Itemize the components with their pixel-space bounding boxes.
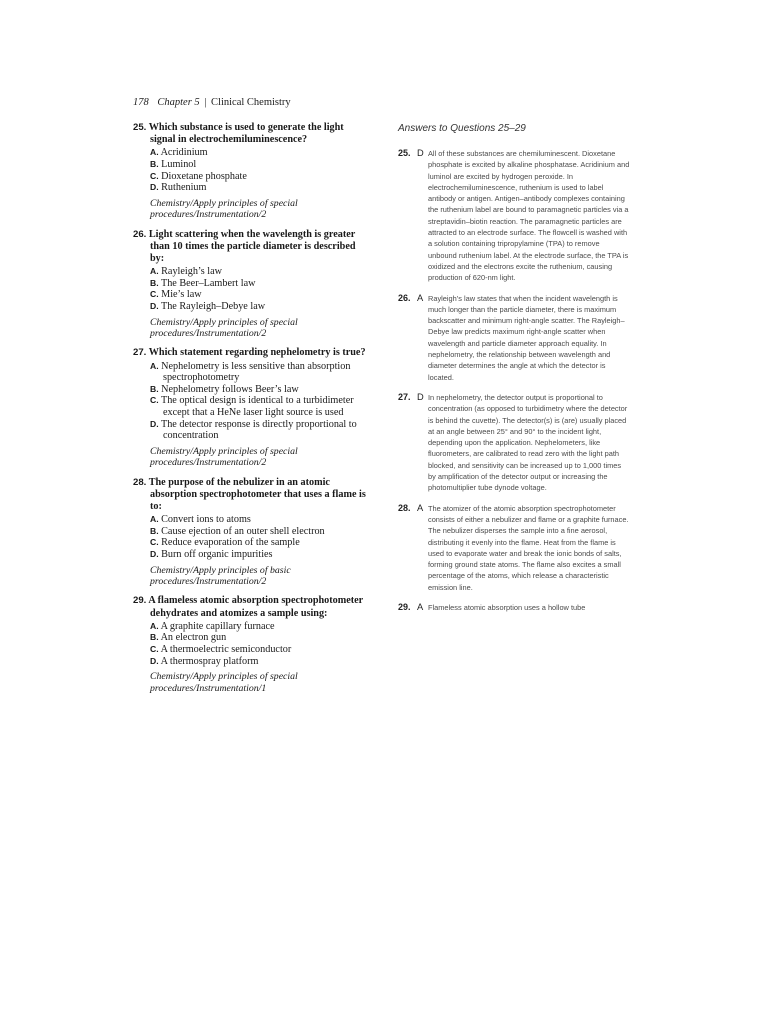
question-block [133,477,368,588]
option-letter: B. [150,277,159,288]
answer-option [133,171,368,183]
option-text: A graphite capillary furnace [160,620,275,632]
answer-options [133,514,368,560]
option-letter: A. [150,620,159,631]
question-category: Chemistry/Apply principles of special procedures/Instrumentation/1 [150,671,298,694]
question-stem [133,122,368,146]
answer-option [133,526,368,538]
option-letter: D. [150,548,159,559]
answer-key-letter: D [417,148,424,158]
answer-option [133,384,368,396]
chapter-label: Chapter 5 [157,97,200,108]
answer-number: 29. [398,601,411,612]
question-category: Chemistry/Apply principles of special procedures/Instrumentation/2 [150,197,298,221]
answer-key-letter: A [417,502,424,513]
answer-explanation: All of these substances are chemiluminescent. Dioxetane phosphate is excited by alkaline phosphatase. Acridinium and luminol are excited by hydrogen peroxide. In electrochemiluminescence, ruthenium is used to label antibody or antigen. Antigen–antibody complexes containing the ruthenium label are bound to paramagnetic particles via a streptavidin–biotin reaction. The paramagnetic particles are attracted to an electrode surface. The flowcell is washed with a solution containing tripropylamine (TPA) to remove unbound ruthenium label. At the electrode surface, the TPA is oxidized and the electrons excite the ruthenium, causing production of 620-nm light. [428,149,630,283]
answer-key-letter: A [417,292,424,303]
option-text: The detector response is directly proportional to concentration [160,418,357,442]
answer-entry [398,148,630,284]
option-letter: B. [150,632,159,643]
option-text: Burn off organic impurities [161,548,273,560]
questions-column [133,122,368,702]
question-category: Chemistry/Apply principles of special procedures/Instrumentation/2 [150,316,298,339]
option-letter: D. [150,300,159,311]
option-text: The Beer–Lambert law [160,277,256,289]
answer-option [133,537,368,549]
answer-key-letter: D [417,391,424,402]
option-letter: C. [150,289,159,300]
option-text: A thermospray platform [160,655,259,667]
option-letter: D. [150,655,159,666]
option-text: Dioxetane phosphate [161,170,247,182]
question-category: Chemistry/Apply principles of basic procedures/Instrumentation/2 [150,564,291,587]
chapter-title: Clinical Chemistry [211,97,291,108]
answer-option [133,549,368,561]
option-text: Acridinium [160,147,208,159]
answer-entry [398,503,630,593]
option-letter: C. [150,170,159,181]
header-separator: | [204,97,207,108]
question-number: 29. [133,595,147,607]
answer-options [133,266,368,312]
answer-explanation: Flameless atomic absorption uses a hollow tube [428,602,586,612]
answer-options [133,361,368,442]
answer-number: 25. [398,148,411,158]
question-text: Which statement regarding nephelometry is true? [148,347,366,359]
question-stem [133,347,368,359]
answer-options [133,621,368,667]
option-letter: C. [150,643,159,654]
option-letter: D. [150,418,159,429]
answer-key-letter: A [417,601,424,612]
answers-list [398,148,630,613]
option-letter: B. [150,383,159,394]
question-block [133,595,368,694]
answer-entry [398,392,630,494]
question-number: 25. [133,122,147,133]
answer-entry [398,293,630,383]
answer-option [133,656,368,668]
option-letter: B. [150,525,159,536]
question-stem [133,229,368,266]
question-text: A flameless atomic absorption spectrophotometer dehydrates and atomizes a sample using: [148,595,363,619]
option-text: Nephelometry follows Beer’s law [161,383,299,395]
option-text: Ruthenium [161,182,207,194]
option-text: Luminol [161,159,197,170]
answer-option [133,514,368,526]
option-text: Reduce evaporation of the sample [161,537,300,549]
question-text: The purpose of the nebulizer in an atomic absorption spectrophotometer that uses a flame is to: [148,476,366,512]
question-stem [133,477,368,514]
question-category: Chemistry/Apply principles of special procedures/Instrumentation/2 [150,445,298,469]
answer-option [133,182,368,194]
question-stem [133,595,368,619]
option-letter: A. [150,514,159,525]
page-number: 178 [133,97,149,108]
answer-option [133,361,368,384]
answer-option [133,644,368,656]
answer-number: 27. [398,391,411,402]
option-text: Cause ejection of an outer shell electron [161,525,325,537]
option-text: An electron gun [160,632,227,644]
answer-option [133,289,368,301]
option-letter: A. [150,360,159,371]
answer-entry [398,602,630,613]
answers-heading: Answers to Questions 25–29 [398,123,526,134]
option-text: Rayleigh’s law [161,266,222,278]
answer-option [133,395,368,418]
option-letter: A. [150,266,159,277]
answer-option [133,159,368,171]
option-letter: A. [150,147,159,158]
option-text: Mie’s law [161,289,202,301]
option-text: A thermoelectric semiconductor [160,643,292,655]
option-letter: C. [150,395,159,406]
option-text: The Rayleigh–Debye law [160,300,266,312]
option-letter: B. [150,159,159,169]
option-text: Convert ions to atoms [161,514,251,526]
answer-option [133,301,368,313]
question-block [133,229,368,340]
option-text: The optical design is identical to a turbidimeter except that a HeNe laser light source is used [160,395,354,418]
option-text: Nephelometry is less sensitive than absorption spectrophotometry [161,360,351,384]
question-number: 26. [133,228,147,240]
question-block [133,122,368,221]
answers-column [398,123,630,622]
question-text: Light scattering when the wavelength is greater than 10 times the particle diameter is described by: [148,228,356,264]
answer-option [133,419,368,442]
answer-explanation: The atomizer of the atomic absorption spectrophotometer consists of either a nebulizer and flame or a graphite furnace. The nebulizer disperses the sample into a fine aerosol, distributing it evenly into the flame. Heat from the flame is used to evaporate water and break the ionic bonds of salts, forming ground state atoms. The flame also excites a small percentage of the atoms, which release a characteristic emission line. [428,503,629,592]
question-number: 28. [133,476,147,488]
option-letter: C. [150,537,159,548]
question-text: Which substance is used to generate the light signal in electrochemiluminescence? [148,122,344,146]
answer-number: 26. [398,292,411,303]
question-number: 27. [133,347,147,359]
option-letter: D. [150,182,159,193]
answer-option [133,632,368,644]
running-header [133,97,291,108]
answer-option [133,266,368,278]
answer-explanation: Rayleigh’s law states that when the incident wavelength is much longer than the particle diameter, there is maximum backscatter and minimum right-angle scatter. The Rayleigh–Debye law predicts maximum right-angle scatter when wavelength and particle diameter approach equality. In nephelometry, the relationship between wavelength and diameter determines the angle at which the detector is located. [428,293,625,382]
answer-option [133,147,368,159]
answer-option [133,278,368,290]
answer-number: 28. [398,502,411,513]
question-block [133,347,368,468]
answer-options [133,147,368,193]
answer-explanation: In nephelometry, the detector output is proportional to concentration (as opposed to turbidimetry where the detector is behind the cuvette). The detector(s) is (are) usually placed at an angle between 25° and 90° to the incident light, depending upon the application. Nephelometers, like fluorometers, are calibrated to read zero with the light path blocked, and sensitivity can be increased up to 1,000 times by amplification of the detector output or increasing the photomultiplier tube dynode voltage. [428,392,628,493]
answer-option [133,621,368,633]
